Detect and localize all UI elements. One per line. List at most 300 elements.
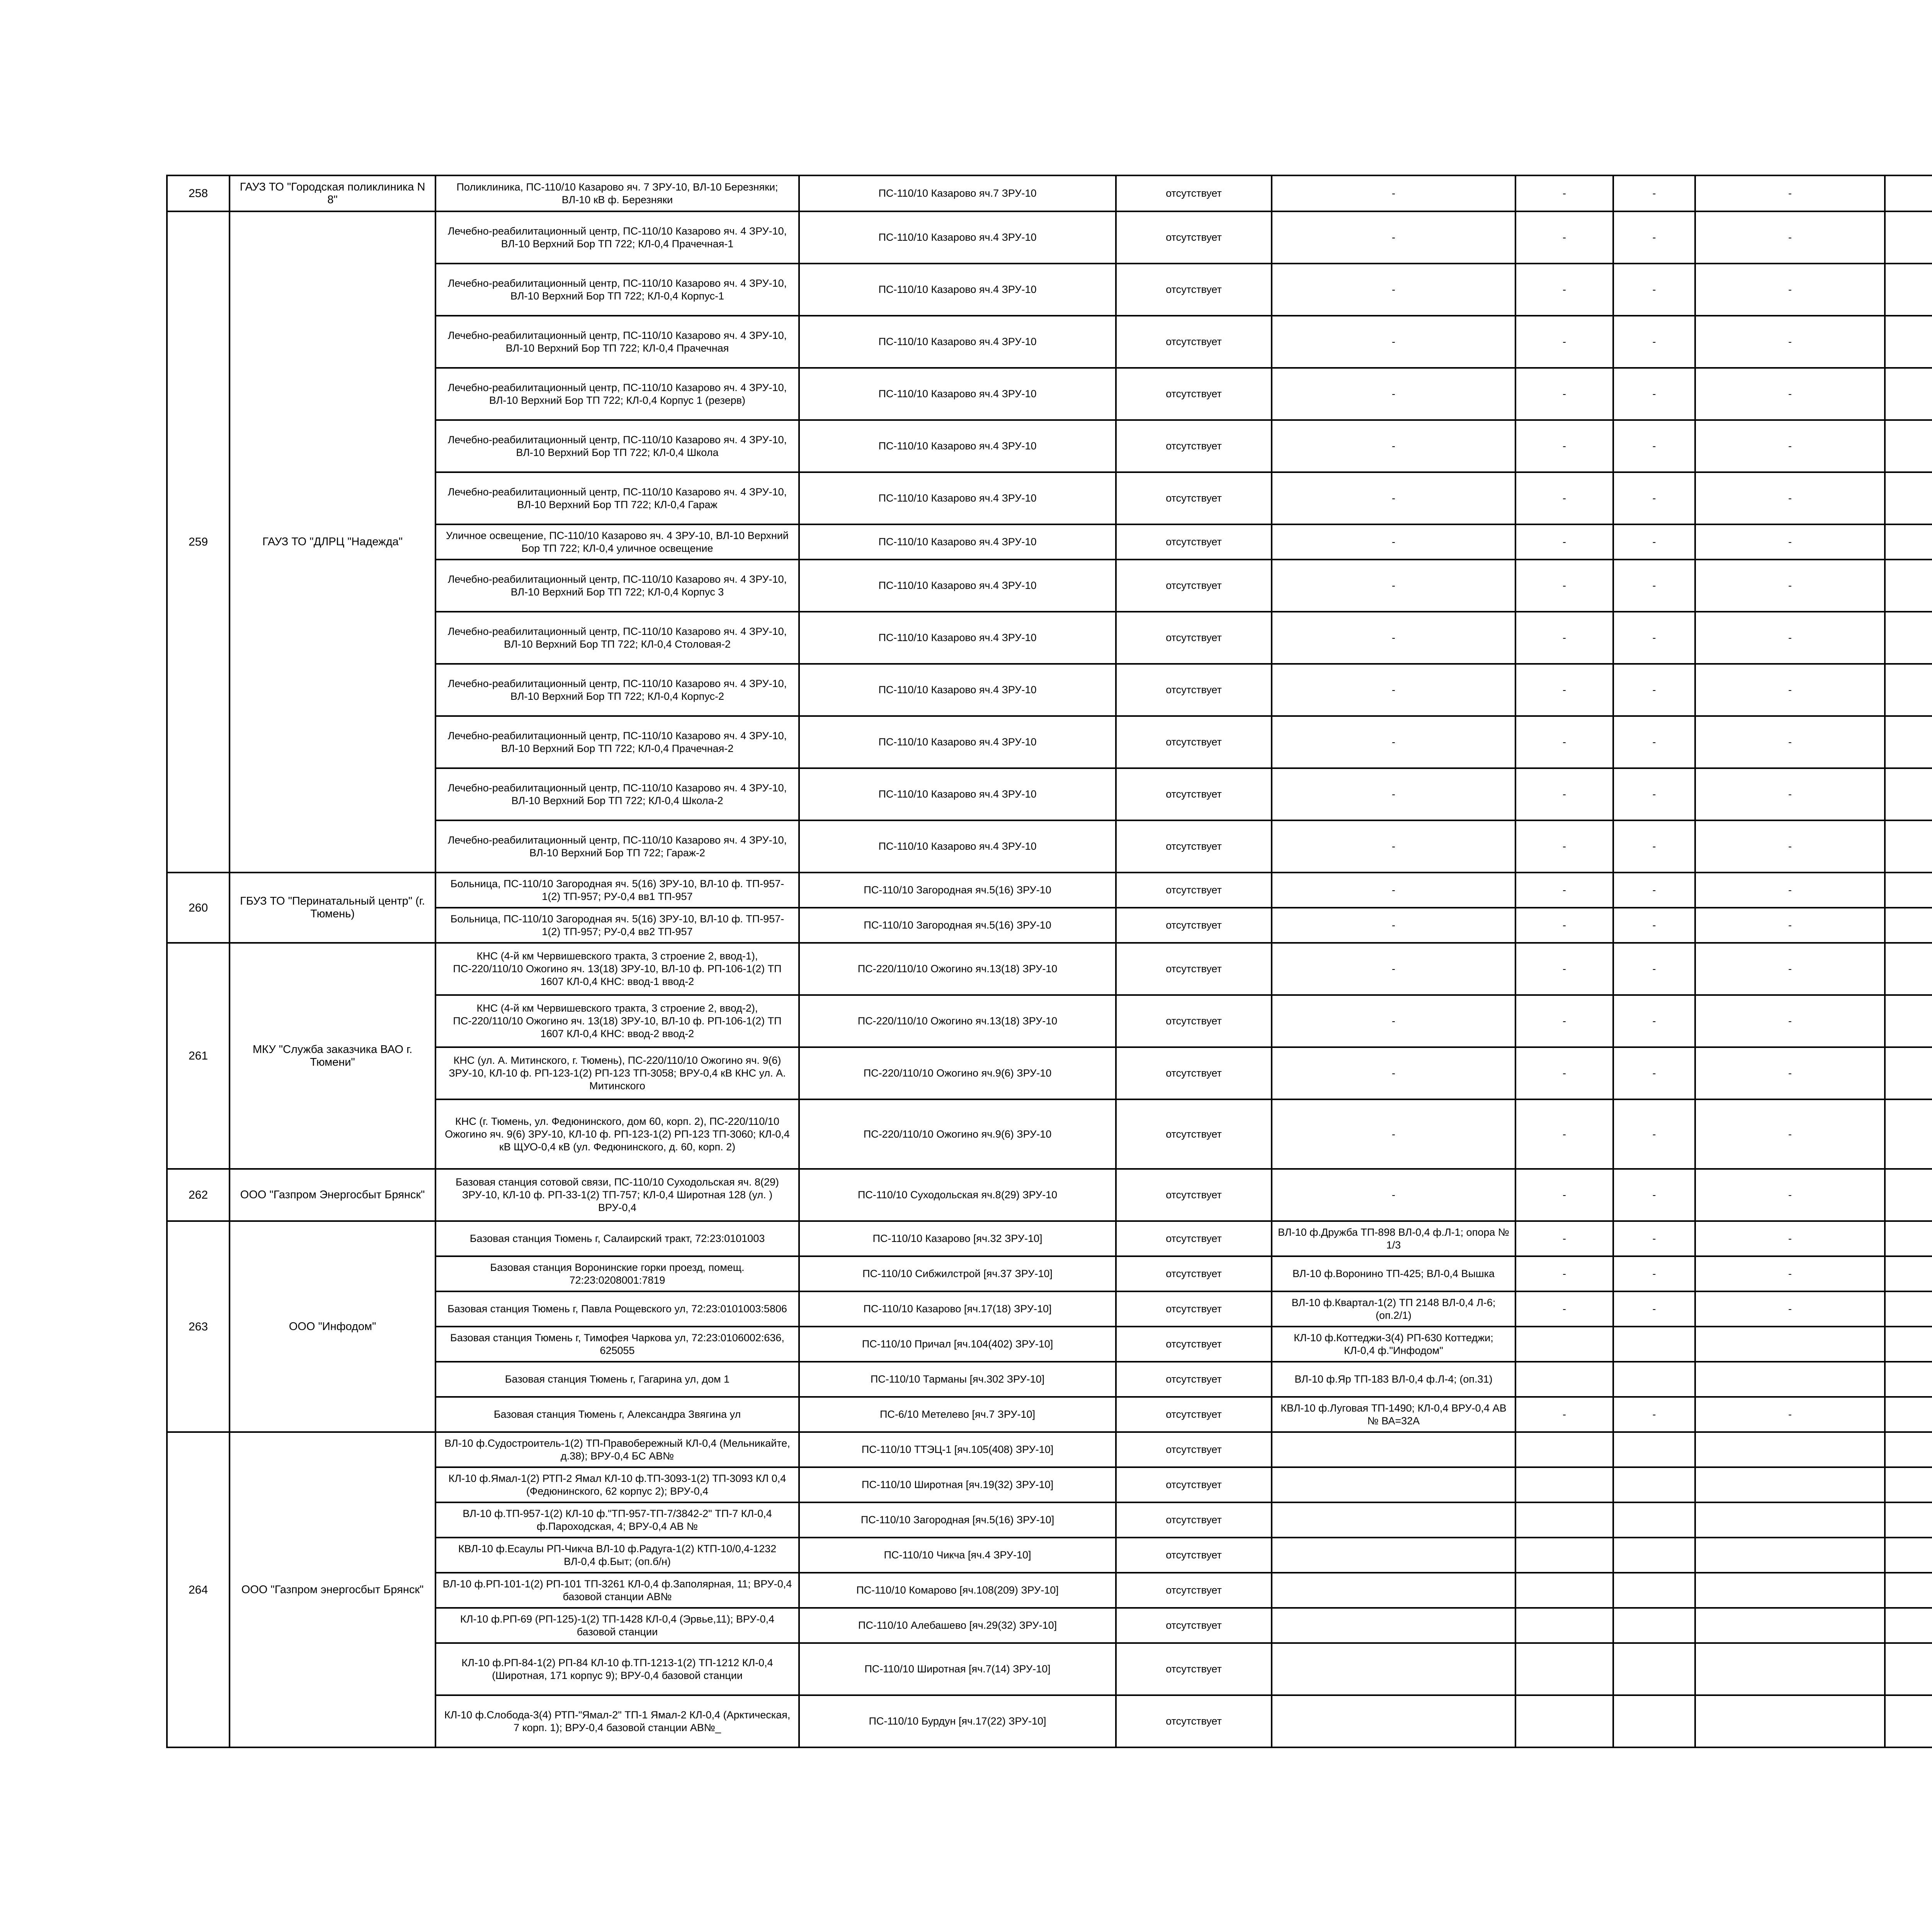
extra-cell-2: -: [1613, 1397, 1695, 1432]
object-cell: Базовая станция Тюмень г, Тимофея Чаркова ул, 72:23:0106002:636, 625055: [435, 1327, 799, 1362]
object-cell: КНС (ул. А. Митинского, г. Тюмень), ПС-220/110/10 Ожогино яч. 9(6) ЗРУ-10, КЛ-10 ф. РП-123-1(2) РП-123 ТП-3058; ВРУ-0,4 кВ КНС ул. А. Митинского: [435, 1047, 799, 1099]
extra-cell-1: -: [1515, 943, 1613, 995]
extra-cell-3: -: [1695, 664, 1885, 716]
extra-cell-3: [1695, 1362, 1885, 1397]
supply-point-cell: -: [1272, 664, 1515, 716]
extra-cell-2: -: [1613, 908, 1695, 943]
organization-cell: ООО "Газпром энергосбыт Брянск": [230, 1432, 435, 1747]
extra-cell-4: [1885, 1256, 1932, 1291]
extra-cell-3: -: [1695, 368, 1885, 420]
extra-cell-3: [1695, 1695, 1885, 1747]
status-cell: отсутствует: [1116, 1573, 1272, 1608]
supply-point-cell: -: [1272, 211, 1515, 264]
extra-cell-1: -: [1515, 612, 1613, 664]
data-table: [166, 175, 1932, 1748]
table-row: [167, 211, 1932, 264]
substation-cell: ПС-110/10 Сибжилстрой [яч.37 ЗРУ-10]: [799, 1256, 1116, 1291]
table-row: [167, 1221, 1932, 1256]
extra-cell-3: -: [1695, 716, 1885, 768]
extra-cell-4: [1885, 1467, 1932, 1502]
extra-cell-2: -: [1613, 768, 1695, 820]
extra-cell-2: -: [1613, 1221, 1695, 1256]
extra-cell-1: -: [1515, 368, 1613, 420]
substation-cell: ПС-110/10 Суходольская яч.8(29) ЗРУ-10: [799, 1169, 1116, 1221]
extra-cell-2: -: [1613, 1256, 1695, 1291]
extra-cell-4: [1885, 211, 1932, 264]
extra-cell-4: [1885, 612, 1932, 664]
table-row: [167, 943, 1932, 995]
status-cell: отсутствует: [1116, 1362, 1272, 1397]
extra-cell-1: [1515, 1538, 1613, 1573]
substation-cell: ПС-110/10 Тарманы [яч.302 ЗРУ-10]: [799, 1362, 1116, 1397]
substation-cell: ПС-110/10 Широтная [яч.7(14) ЗРУ-10]: [799, 1643, 1116, 1695]
extra-cell-4: [1885, 1047, 1932, 1099]
substation-cell: ПС-110/10 Казарово яч.4 ЗРУ-10: [799, 472, 1116, 524]
extra-cell-1: -: [1515, 420, 1613, 472]
status-cell: отсутствует: [1116, 820, 1272, 873]
extra-cell-4: [1885, 1362, 1932, 1397]
object-cell: Базовая станция Тюмень г, Александра Звягина ул: [435, 1397, 799, 1432]
extra-cell-2: [1613, 1327, 1695, 1362]
extra-cell-2: -: [1613, 175, 1695, 211]
extra-cell-4: [1885, 1695, 1932, 1747]
status-cell: отсутствует: [1116, 1099, 1272, 1169]
object-cell: Базовая станция Тюмень г, Гагарина ул, дом 1: [435, 1362, 799, 1397]
extra-cell-1: [1515, 1327, 1613, 1362]
extra-cell-2: -: [1613, 1047, 1695, 1099]
extra-cell-1: -: [1515, 264, 1613, 316]
substation-cell: ПС-110/10 Алебашево [яч.29(32) ЗРУ-10]: [799, 1608, 1116, 1643]
supply-point-cell: -: [1272, 420, 1515, 472]
substation-cell: ПС-110/10 Бурдун [яч.17(22) ЗРУ-10]: [799, 1695, 1116, 1747]
extra-cell-1: [1515, 1695, 1613, 1747]
extra-cell-3: [1695, 1467, 1885, 1502]
extra-cell-4: [1885, 264, 1932, 316]
extra-cell-4: [1885, 420, 1932, 472]
status-cell: отсутствует: [1116, 943, 1272, 995]
row-number-cell: 262: [167, 1169, 230, 1221]
supply-point-cell: -: [1272, 943, 1515, 995]
extra-cell-2: -: [1613, 1169, 1695, 1221]
extra-cell-4: [1885, 664, 1932, 716]
extra-cell-1: [1515, 1608, 1613, 1643]
supply-point-cell: -: [1272, 524, 1515, 560]
substation-cell: ПС-110/10 Казарово яч.4 ЗРУ-10: [799, 368, 1116, 420]
object-cell: Лечебно-реабилитационный центр, ПС-110/10 Казарово яч. 4 ЗРУ-10, ВЛ-10 Верхний Бор ТП 722; КЛ-0,4 Прачечная-2: [435, 716, 799, 768]
extra-cell-4: [1885, 995, 1932, 1047]
extra-cell-4: [1885, 943, 1932, 995]
extra-cell-1: -: [1515, 768, 1613, 820]
substation-cell: ПС-110/10 Казарово яч.4 ЗРУ-10: [799, 664, 1116, 716]
extra-cell-4: [1885, 1432, 1932, 1467]
extra-cell-3: [1695, 1608, 1885, 1643]
object-cell: КНС (4-й км Червишевского тракта, 3 строение 2, ввод-2), ПС-220/110/10 Ожогино яч. 13(18) ЗРУ-10, ВЛ-10 ф. РП-106-1(2) ТП 1607 КЛ-0,4 КНС: ввод-2 ввод-2: [435, 995, 799, 1047]
extra-cell-3: -: [1695, 995, 1885, 1047]
extra-cell-1: -: [1515, 211, 1613, 264]
status-cell: отсутствует: [1116, 211, 1272, 264]
status-cell: отсутствует: [1116, 368, 1272, 420]
status-cell: отсутствует: [1116, 1327, 1272, 1362]
extra-cell-2: -: [1613, 716, 1695, 768]
supply-point-cell: -: [1272, 1169, 1515, 1221]
supply-point-cell: -: [1272, 316, 1515, 368]
supply-point-cell: [1272, 1502, 1515, 1538]
supply-point-cell: -: [1272, 873, 1515, 908]
extra-cell-4: [1885, 1169, 1932, 1221]
object-cell: Лечебно-реабилитационный центр, ПС-110/10 Казарово яч. 4 ЗРУ-10, ВЛ-10 Верхний Бор ТП 722; КЛ-0,4 Школа: [435, 420, 799, 472]
extra-cell-3: -: [1695, 472, 1885, 524]
extra-cell-4: [1885, 1643, 1932, 1695]
object-cell: Базовая станция Тюмень г, Павла Рощевского ул, 72:23:0101003:5806: [435, 1291, 799, 1327]
supply-point-cell: [1272, 1538, 1515, 1573]
extra-cell-2: [1613, 1502, 1695, 1538]
extra-cell-3: -: [1695, 1047, 1885, 1099]
status-cell: отсутствует: [1116, 873, 1272, 908]
extra-cell-2: [1613, 1695, 1695, 1747]
extra-cell-2: -: [1613, 1291, 1695, 1327]
object-cell: КВЛ-10 ф.Есаулы РП-Чикча ВЛ-10 ф.Радуга-1(2) КТП-10/0,4-1232 ВЛ-0,4 ф.Быт; (оп.б/н): [435, 1538, 799, 1573]
status-cell: отсутствует: [1116, 524, 1272, 560]
substation-cell: ПС-110/10 Казарово яч.4 ЗРУ-10: [799, 420, 1116, 472]
extra-cell-1: -: [1515, 472, 1613, 524]
status-cell: отсутствует: [1116, 768, 1272, 820]
supply-point-cell: -: [1272, 472, 1515, 524]
extra-cell-4: [1885, 316, 1932, 368]
extra-cell-1: [1515, 1643, 1613, 1695]
supply-point-cell: [1272, 1695, 1515, 1747]
status-cell: отсутствует: [1116, 420, 1272, 472]
extra-cell-4: [1885, 1327, 1932, 1362]
object-cell: Лечебно-реабилитационный центр, ПС-110/10 Казарово яч. 4 ЗРУ-10, ВЛ-10 Верхний Бор ТП 722; КЛ-0,4 Корпус-2: [435, 664, 799, 716]
substation-cell: ПС-110/10 Причал [яч.104(402) ЗРУ-10]: [799, 1327, 1116, 1362]
extra-cell-3: -: [1695, 612, 1885, 664]
status-cell: отсутствует: [1116, 908, 1272, 943]
substation-cell: ПС-220/110/10 Ожогино яч.13(18) ЗРУ-10: [799, 943, 1116, 995]
supply-point-cell: ВЛ-10 ф.Квартал-1(2) ТП 2148 ВЛ-0,4 Л-6; (оп.2/1): [1272, 1291, 1515, 1327]
extra-cell-3: -: [1695, 1221, 1885, 1256]
supply-point-cell: [1272, 1467, 1515, 1502]
substation-cell: ПС-110/10 Загородная яч.5(16) ЗРУ-10: [799, 908, 1116, 943]
object-cell: Уличное освещение, ПС-110/10 Казарово яч. 4 ЗРУ-10, ВЛ-10 Верхний Бор ТП 722; КЛ-0,4 уличное освещение: [435, 524, 799, 560]
extra-cell-1: [1515, 1432, 1613, 1467]
substation-cell: ПС-110/10 Казарово яч.4 ЗРУ-10: [799, 612, 1116, 664]
extra-cell-1: -: [1515, 1291, 1613, 1327]
extra-cell-4: [1885, 175, 1932, 211]
extra-cell-2: -: [1613, 211, 1695, 264]
extra-cell-4: [1885, 908, 1932, 943]
extra-cell-4: [1885, 716, 1932, 768]
object-cell: Лечебно-реабилитационный центр, ПС-110/10 Казарово яч. 4 ЗРУ-10, ВЛ-10 Верхний Бор ТП 722; КЛ-0,4 Прачечная-1: [435, 211, 799, 264]
extra-cell-3: [1695, 1432, 1885, 1467]
substation-cell: ПС-110/10 Казарово яч.4 ЗРУ-10: [799, 524, 1116, 560]
extra-cell-1: -: [1515, 1256, 1613, 1291]
substation-cell: ПС-110/10 Казарово яч.4 ЗРУ-10: [799, 264, 1116, 316]
extra-cell-3: [1695, 1327, 1885, 1362]
extra-cell-3: [1695, 1573, 1885, 1608]
extra-cell-4: [1885, 768, 1932, 820]
object-cell: Лечебно-реабилитационный центр, ПС-110/10 Казарово яч. 4 ЗРУ-10, ВЛ-10 Верхний Бор ТП 722; КЛ-0,4 Столовая-2: [435, 612, 799, 664]
status-cell: отсутствует: [1116, 175, 1272, 211]
status-cell: отсутствует: [1116, 1467, 1272, 1502]
extra-cell-3: -: [1695, 1169, 1885, 1221]
status-cell: отсутствует: [1116, 1397, 1272, 1432]
object-cell: Лечебно-реабилитационный центр, ПС-110/10 Казарово яч. 4 ЗРУ-10, ВЛ-10 Верхний Бор ТП 722; КЛ-0,4 Корпус 1 (резерв): [435, 368, 799, 420]
extra-cell-4: [1885, 820, 1932, 873]
extra-cell-4: [1885, 368, 1932, 420]
supply-point-cell: ВЛ-10 ф.Воронино ТП-425; ВЛ-0,4 Вышка: [1272, 1256, 1515, 1291]
extra-cell-1: [1515, 1502, 1613, 1538]
object-cell: ВЛ-10 ф.Судостроитель-1(2) ТП-Правобережный КЛ-0,4 (Мельникайте, д.38); ВРУ-0,4 БС АВ№: [435, 1432, 799, 1467]
substation-cell: ПС-6/10 Метелево [яч.7 ЗРУ-10]: [799, 1397, 1116, 1432]
extra-cell-4: [1885, 472, 1932, 524]
extra-cell-2: -: [1613, 612, 1695, 664]
supply-point-cell: -: [1272, 908, 1515, 943]
extra-cell-3: -: [1695, 873, 1885, 908]
status-cell: отсутствует: [1116, 716, 1272, 768]
extra-cell-4: [1885, 873, 1932, 908]
status-cell: отсутствует: [1116, 1608, 1272, 1643]
organization-cell: ГАУЗ ТО "Городская поликлиника N 8": [230, 175, 435, 211]
supply-point-cell: [1272, 1573, 1515, 1608]
table-body: [167, 175, 1932, 1747]
extra-cell-1: -: [1515, 1099, 1613, 1169]
extra-cell-3: -: [1695, 1397, 1885, 1432]
status-cell: отсутствует: [1116, 1047, 1272, 1099]
organization-cell: МКУ "Служба заказчика ВАО г. Тюмени": [230, 943, 435, 1169]
object-cell: Лечебно-реабилитационный центр, ПС-110/10 Казарово яч. 4 ЗРУ-10, ВЛ-10 Верхний Бор ТП 722; Гараж-2: [435, 820, 799, 873]
substation-cell: ПС-110/10 Казарово яч.4 ЗРУ-10: [799, 316, 1116, 368]
organization-cell: ООО "Инфодом": [230, 1221, 435, 1432]
status-cell: отсутствует: [1116, 1221, 1272, 1256]
substation-cell: ПС-110/10 Казарово [яч.17(18) ЗРУ-10]: [799, 1291, 1116, 1327]
supply-point-cell: -: [1272, 1099, 1515, 1169]
supply-point-cell: КЛ-10 ф.Коттеджи-3(4) РП-630 Коттеджи; КЛ-0,4 ф."Инфодом": [1272, 1327, 1515, 1362]
status-cell: отсутствует: [1116, 1538, 1272, 1573]
supply-point-cell: -: [1272, 768, 1515, 820]
extra-cell-3: -: [1695, 524, 1885, 560]
supply-point-cell: -: [1272, 820, 1515, 873]
substation-cell: ПС-220/110/10 Ожогино яч.9(6) ЗРУ-10: [799, 1047, 1116, 1099]
status-cell: отсутствует: [1116, 1169, 1272, 1221]
extra-cell-1: -: [1515, 175, 1613, 211]
extra-cell-3: -: [1695, 175, 1885, 211]
extra-cell-2: -: [1613, 472, 1695, 524]
extra-cell-4: [1885, 1573, 1932, 1608]
object-cell: Больница, ПС-110/10 Загородная яч. 5(16) ЗРУ-10, ВЛ-10 ф. ТП-957-1(2) ТП-957; РУ-0,4 вв2 ТП-957: [435, 908, 799, 943]
extra-cell-4: [1885, 1502, 1932, 1538]
extra-cell-2: [1613, 1362, 1695, 1397]
object-cell: Лечебно-реабилитационный центр, ПС-110/10 Казарово яч. 4 ЗРУ-10, ВЛ-10 Верхний Бор ТП 722; КЛ-0,4 Корпус 3: [435, 560, 799, 612]
extra-cell-1: [1515, 1573, 1613, 1608]
extra-cell-3: -: [1695, 264, 1885, 316]
table-row: [167, 1169, 1932, 1221]
status-cell: отсутствует: [1116, 316, 1272, 368]
supply-point-cell: ВЛ-10 ф.Дружба ТП-898 ВЛ-0,4 ф.Л-1; опора № 1/3: [1272, 1221, 1515, 1256]
extra-cell-1: -: [1515, 1397, 1613, 1432]
status-cell: отсутствует: [1116, 612, 1272, 664]
object-cell: Лечебно-реабилитационный центр, ПС-110/10 Казарово яч. 4 ЗРУ-10, ВЛ-10 Верхний Бор ТП 722; КЛ-0,4 Школа-2: [435, 768, 799, 820]
supply-point-cell: -: [1272, 560, 1515, 612]
supply-point-cell: ВЛ-10 ф.Яр ТП-183 ВЛ-0,4 ф.Л-4; (оп.31): [1272, 1362, 1515, 1397]
supply-point-cell: -: [1272, 612, 1515, 664]
row-number-cell: 264: [167, 1432, 230, 1747]
supply-point-cell: -: [1272, 368, 1515, 420]
substation-cell: ПС-110/10 Широтная [яч.19(32) ЗРУ-10]: [799, 1467, 1116, 1502]
status-cell: отсутствует: [1116, 264, 1272, 316]
extra-cell-3: -: [1695, 420, 1885, 472]
substation-cell: ПС-220/110/10 Ожогино яч.13(18) ЗРУ-10: [799, 995, 1116, 1047]
extra-cell-4: [1885, 1397, 1932, 1432]
extra-cell-2: [1613, 1608, 1695, 1643]
substation-cell: ПС-110/10 Казарово яч.4 ЗРУ-10: [799, 560, 1116, 612]
supply-point-cell: -: [1272, 716, 1515, 768]
extra-cell-3: -: [1695, 1256, 1885, 1291]
extra-cell-1: -: [1515, 664, 1613, 716]
extra-cell-1: -: [1515, 873, 1613, 908]
extra-cell-2: -: [1613, 995, 1695, 1047]
extra-cell-1: -: [1515, 316, 1613, 368]
row-number-cell: 260: [167, 873, 230, 943]
status-cell: отсутствует: [1116, 1643, 1272, 1695]
substation-cell: ПС-220/110/10 Ожогино яч.9(6) ЗРУ-10: [799, 1099, 1116, 1169]
supply-point-cell: -: [1272, 995, 1515, 1047]
supply-point-cell: [1272, 1432, 1515, 1467]
extra-cell-4: [1885, 1608, 1932, 1643]
status-cell: отсутствует: [1116, 995, 1272, 1047]
extra-cell-2: [1613, 1538, 1695, 1573]
extra-cell-2: -: [1613, 264, 1695, 316]
organization-cell: ГБУЗ ТО "Перинатальный центр" (г. Тюмень): [230, 873, 435, 943]
extra-cell-2: -: [1613, 1099, 1695, 1169]
status-cell: отсутствует: [1116, 1256, 1272, 1291]
extra-cell-3: -: [1695, 1291, 1885, 1327]
extra-cell-3: -: [1695, 211, 1885, 264]
extra-cell-3: [1695, 1502, 1885, 1538]
supply-point-cell: -: [1272, 175, 1515, 211]
extra-cell-3: -: [1695, 768, 1885, 820]
object-cell: Базовая станция Воронинские горки проезд, помещ. 72:23:0208001:7819: [435, 1256, 799, 1291]
extra-cell-4: [1885, 524, 1932, 560]
extra-cell-1: -: [1515, 908, 1613, 943]
substation-cell: ПС-110/10 ТТЭЦ-1 [яч.105(408) ЗРУ-10]: [799, 1432, 1116, 1467]
substation-cell: ПС-110/10 Казарово яч.4 ЗРУ-10: [799, 820, 1116, 873]
substation-cell: ПС-110/10 Загородная [яч.5(16) ЗРУ-10]: [799, 1502, 1116, 1538]
object-cell: Лечебно-реабилитационный центр, ПС-110/10 Казарово яч. 4 ЗРУ-10, ВЛ-10 Верхний Бор ТП 722; КЛ-0,4 Гараж: [435, 472, 799, 524]
status-cell: отсутствует: [1116, 472, 1272, 524]
status-cell: отсутствует: [1116, 1432, 1272, 1467]
substation-cell: ПС-110/10 Загородная яч.5(16) ЗРУ-10: [799, 873, 1116, 908]
object-cell: КЛ-10 ф.РП-84-1(2) РП-84 КЛ-10 ф.ТП-1213-1(2) ТП-1212 КЛ-0,4 (Широтная, 171 корпус 9); ВРУ-0,4 базовой станции: [435, 1643, 799, 1695]
row-number-cell: 259: [167, 211, 230, 873]
status-cell: отсутствует: [1116, 1291, 1272, 1327]
object-cell: Базовая станция Тюмень г, Салаирский тракт, 72:23:0101003: [435, 1221, 799, 1256]
status-cell: отсутствует: [1116, 1695, 1272, 1747]
extra-cell-1: -: [1515, 1221, 1613, 1256]
table-row: [167, 175, 1932, 211]
extra-cell-1: -: [1515, 560, 1613, 612]
table-row: [167, 1432, 1932, 1467]
extra-cell-2: -: [1613, 560, 1695, 612]
extra-cell-2: [1613, 1432, 1695, 1467]
row-number-cell: 261: [167, 943, 230, 1169]
extra-cell-1: -: [1515, 524, 1613, 560]
extra-cell-3: [1695, 1643, 1885, 1695]
substation-cell: ПС-110/10 Казарово яч.4 ЗРУ-10: [799, 716, 1116, 768]
row-number-cell: 263: [167, 1221, 230, 1432]
extra-cell-3: -: [1695, 943, 1885, 995]
supply-point-cell: [1272, 1608, 1515, 1643]
extra-cell-3: -: [1695, 1099, 1885, 1169]
object-cell: КНС (4-й км Червишевского тракта, 3 строение 2, ввод-1), ПС-220/110/10 Ожогино яч. 13(18) ЗРУ-10, ВЛ-10 ф. РП-106-1(2) ТП 1607 КЛ-0,4 КНС: ввод-1 ввод-2: [435, 943, 799, 995]
substation-cell: ПС-110/10 Казарово яч.7 ЗРУ-10: [799, 175, 1116, 211]
object-cell: Базовая станция сотовой связи, ПС-110/10 Суходольская яч. 8(29) ЗРУ-10, КЛ-10 ф. РП-33-1(2) ТП-757; КЛ-0,4 Широтная 128 (ул. ) ВРУ-0,4: [435, 1169, 799, 1221]
extra-cell-2: -: [1613, 820, 1695, 873]
extra-cell-1: -: [1515, 1047, 1613, 1099]
table-row: [167, 873, 1932, 908]
extra-cell-4: [1885, 1538, 1932, 1573]
extra-cell-1: -: [1515, 716, 1613, 768]
extra-cell-1: [1515, 1467, 1613, 1502]
substation-cell: ПС-110/10 Казарово [яч.32 ЗРУ-10]: [799, 1221, 1116, 1256]
extra-cell-2: [1613, 1643, 1695, 1695]
extra-cell-3: [1695, 1538, 1885, 1573]
extra-cell-2: -: [1613, 664, 1695, 716]
extra-cell-2: -: [1613, 420, 1695, 472]
extra-cell-4: [1885, 1291, 1932, 1327]
row-number-cell: 258: [167, 175, 230, 211]
extra-cell-1: -: [1515, 995, 1613, 1047]
object-cell: КЛ-10 ф.Ямал-1(2) РТП-2 Ямал КЛ-10 ф.ТП-3093-1(2) ТП-3093 КЛ 0,4 (Федюнинского, 62 корпус 2); ВРУ-0,4: [435, 1467, 799, 1502]
object-cell: КЛ-10 ф.РП-69 (РП-125)-1(2) ТП-1428 КЛ-0,4 (Эрвье,11); ВРУ-0,4 базовой станции: [435, 1608, 799, 1643]
object-cell: ВЛ-10 ф.РП-101-1(2) РП-101 ТП-3261 КЛ-0,4 ф.Заполярная, 11; ВРУ-0,4 базовой станции АВ№: [435, 1573, 799, 1608]
substation-cell: ПС-110/10 Чикча [яч.4 ЗРУ-10]: [799, 1538, 1116, 1573]
organization-cell: ООО "Газпром Энергосбыт Брянск": [230, 1169, 435, 1221]
object-cell: Поликлиника, ПС-110/10 Казарово яч. 7 ЗРУ-10, ВЛ-10 Березняки; ВЛ-10 кВ ф. Березняки: [435, 175, 799, 211]
object-cell: Больница, ПС-110/10 Загородная яч. 5(16) ЗРУ-10, ВЛ-10 ф. ТП-957-1(2) ТП-957; РУ-0,4 вв1 ТП-957: [435, 873, 799, 908]
extra-cell-2: -: [1613, 873, 1695, 908]
extra-cell-2: [1613, 1467, 1695, 1502]
organization-cell: ГАУЗ ТО "ДЛРЦ "Надежда": [230, 211, 435, 873]
extra-cell-1: -: [1515, 1169, 1613, 1221]
substation-cell: ПС-110/10 Казарово яч.4 ЗРУ-10: [799, 768, 1116, 820]
extra-cell-4: [1885, 1221, 1932, 1256]
extra-cell-2: -: [1613, 524, 1695, 560]
extra-cell-2: -: [1613, 943, 1695, 995]
extra-cell-1: -: [1515, 820, 1613, 873]
object-cell: КЛ-10 ф.Слобода-3(4) РТП-"Ямал-2" ТП-1 Ямал-2 КЛ-0,4 (Арктическая, 7 корп. 1); ВРУ-0,4 базовой станции АВ№_: [435, 1695, 799, 1747]
supply-point-cell: КВЛ-10 ф.Луговая ТП-1490; КЛ-0,4 ВРУ-0,4 АВ № ВА=32А: [1272, 1397, 1515, 1432]
extra-cell-4: [1885, 1099, 1932, 1169]
substation-cell: ПС-110/10 Комарово [яч.108(209) ЗРУ-10]: [799, 1573, 1116, 1608]
object-cell: Лечебно-реабилитационный центр, ПС-110/10 Казарово яч. 4 ЗРУ-10, ВЛ-10 Верхний Бор ТП 722; КЛ-0,4 Корпус-1: [435, 264, 799, 316]
object-cell: ВЛ-10 ф.ТП-957-1(2) КЛ-10 ф."ТП-957-ТП-7/3842-2" ТП-7 КЛ-0,4 ф.Пароходская, 4; ВРУ-0,4 АВ №: [435, 1502, 799, 1538]
extra-cell-4: [1885, 560, 1932, 612]
status-cell: отсутствует: [1116, 1502, 1272, 1538]
extra-cell-2: -: [1613, 368, 1695, 420]
substation-cell: ПС-110/10 Казарово яч.4 ЗРУ-10: [799, 211, 1116, 264]
status-cell: отсутствует: [1116, 664, 1272, 716]
extra-cell-2: -: [1613, 316, 1695, 368]
extra-cell-3: -: [1695, 560, 1885, 612]
extra-cell-2: [1613, 1573, 1695, 1608]
supply-point-cell: [1272, 1643, 1515, 1695]
extra-cell-3: -: [1695, 316, 1885, 368]
extra-cell-3: -: [1695, 820, 1885, 873]
supply-point-cell: -: [1272, 264, 1515, 316]
object-cell: Лечебно-реабилитационный центр, ПС-110/10 Казарово яч. 4 ЗРУ-10, ВЛ-10 Верхний Бор ТП 722; КЛ-0,4 Прачечная: [435, 316, 799, 368]
supply-point-cell: -: [1272, 1047, 1515, 1099]
extra-cell-1: [1515, 1362, 1613, 1397]
